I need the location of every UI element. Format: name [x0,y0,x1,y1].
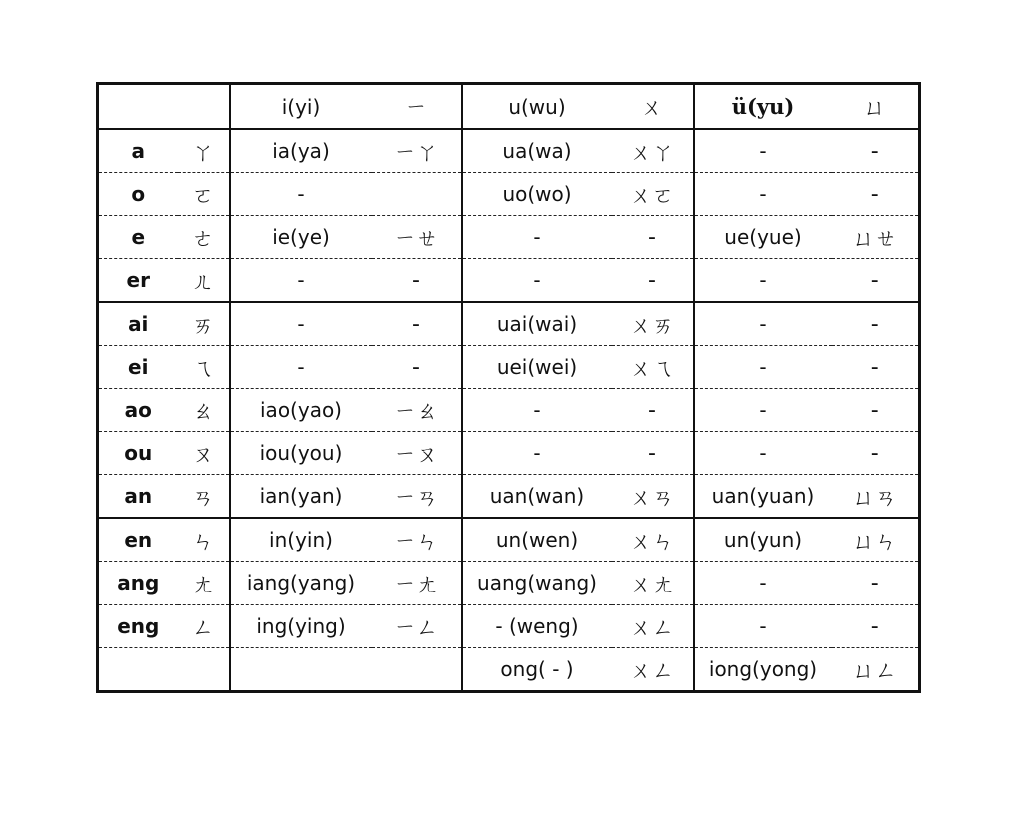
table-row [98,562,920,605]
v-pinyin-cell: ue(yue) [694,216,832,259]
final-zhuyin-cell: ㄣ [178,518,230,562]
header-v-zhuyin: ㄩ [832,84,920,130]
table-row [98,216,920,259]
v-pinyin-cell: - [694,302,832,346]
u-pinyin-cell: uan(wan) [462,475,612,519]
table-row [98,389,920,432]
i-pinyin-cell: - [230,259,372,303]
v-pinyin-cell: un(yun) [694,518,832,562]
i-zhuyin-cell: ㄧㄡ [372,432,462,475]
final-cell: ang [98,562,178,605]
table-row [98,259,920,303]
header-v-pinyin: ü(yu) [694,84,832,130]
header-i-zhuyin: ㄧ [372,84,462,130]
v-zhuyin-cell: ㄩㄢ [832,475,920,519]
v-zhuyin-cell: - [832,432,920,475]
u-pinyin-cell: - (weng) [462,605,612,648]
u-pinyin-cell: uai(wai) [462,302,612,346]
v-pinyin-cell: - [694,432,832,475]
v-zhuyin-cell: - [832,562,920,605]
i-pinyin-cell: - [230,346,372,389]
u-zhuyin-cell: ㄨㄣ [612,518,694,562]
i-pinyin-cell [230,648,372,692]
final-cell: eng [98,605,178,648]
header-u-pinyin: u(wu) [462,84,612,130]
u-zhuyin-cell: ㄨㄤ [612,562,694,605]
final-zhuyin-cell: ㄚ [178,129,230,173]
u-zhuyin-cell: ㄨㄞ [612,302,694,346]
v-zhuyin-cell: - [832,259,920,303]
u-zhuyin-cell: ㄨㄟ [612,346,694,389]
v-zhuyin-cell: ㄩㄥ [832,648,920,692]
pinyin-zhuyin-table [96,82,921,693]
final-zhuyin-cell: ㄤ [178,562,230,605]
u-zhuyin-cell: ㄨㄥ [612,605,694,648]
v-zhuyin-cell: - [832,346,920,389]
final-cell: a [131,139,145,163]
i-pinyin-cell: ing(ying) [230,605,372,648]
table-row [98,648,920,692]
header-u-zhuyin: ㄨ [612,84,694,130]
u-pinyin-cell: uang(wang) [462,562,612,605]
i-zhuyin-cell: ㄧㄣ [372,518,462,562]
final-cell: e [98,216,178,259]
i-pinyin-cell: iou(you) [230,432,372,475]
v-pinyin-cell: uan(yuan) [694,475,832,519]
final-zhuyin-cell: ㄟ [178,346,230,389]
u-pinyin-cell: - [462,216,612,259]
i-zhuyin-cell: - [372,346,462,389]
v-pinyin-cell: iong(yong) [694,648,832,692]
header-i-pinyin: i(yi) [230,84,372,130]
i-pinyin-cell: in(yin) [230,518,372,562]
final-zhuyin-cell: ㄡ [178,432,230,475]
table-row [98,346,920,389]
v-pinyin-cell: - [694,389,832,432]
v-zhuyin-cell: - [870,138,879,164]
u-zhuyin-cell: - [612,259,694,303]
header-corner-cell [98,84,178,130]
final-zhuyin-cell: ㄦ [178,259,230,303]
u-pinyin-cell: - [462,259,612,303]
u-zhuyin-cell: ㄨㄚ [612,129,694,173]
final-zhuyin-cell: ㄠ [178,389,230,432]
u-pinyin-cell: un(wen) [462,518,612,562]
i-pinyin-cell: iao(yao) [230,389,372,432]
i-pinyin-cell: iang(yang) [230,562,372,605]
final-cell: en [98,518,178,562]
u-pinyin-cell: uo(wo) [462,173,612,216]
header-row [98,84,920,130]
v-zhuyin-cell: - [832,302,920,346]
i-zhuyin-cell: ㄧㄝ [372,216,462,259]
final-cell: ao [98,389,178,432]
table-row [98,605,920,648]
final-zhuyin-cell: ㄛ [178,173,230,216]
i-zhuyin-cell: ㄧㄢ [372,475,462,519]
u-zhuyin-cell: - [612,389,694,432]
u-zhuyin-cell: ㄨㄥ [612,648,694,692]
v-pinyin-cell: - [759,139,767,163]
v-pinyin-cell: - [694,605,832,648]
v-zhuyin-cell: ㄩㄝ [832,216,920,259]
i-zhuyin-cell: - [372,259,462,303]
final-zhuyin-cell: ㄜ [178,216,230,259]
final-cell: ai [98,302,178,346]
u-pinyin-cell: - [462,432,612,475]
final-cell: an [98,475,178,519]
final-zhuyin-cell: ㄢ [178,475,230,519]
final-cell: ei [98,346,178,389]
i-zhuyin-cell: - [372,302,462,346]
header-corner-zhuyin-cell [178,84,230,130]
i-pinyin-cell: ie(ye) [230,216,372,259]
i-zhuyin-cell [372,173,462,216]
final-zhuyin-cell: ㄥ [178,605,230,648]
final-cell [98,648,178,692]
v-zhuyin-cell: - [832,605,920,648]
table-row [98,432,920,475]
i-zhuyin-cell: ㄧㄥ [372,605,462,648]
i-pinyin-cell: ian(yan) [230,475,372,519]
v-pinyin-cell: - [694,259,832,303]
u-zhuyin-cell: - [612,216,694,259]
table-row [98,518,920,562]
table-row [98,173,920,216]
i-pinyin-cell: - [230,173,372,216]
i-zhuyin-cell: ㄧㄠ [372,389,462,432]
table-row [98,129,920,173]
v-pinyin-cell: - [694,562,832,605]
v-zhuyin-cell: - [832,389,920,432]
u-pinyin-cell: - [462,389,612,432]
final-cell: o [98,173,178,216]
v-zhuyin-cell: ㄩㄣ [832,518,920,562]
v-zhuyin-cell: - [832,173,920,216]
u-zhuyin-cell: - [612,432,694,475]
table-row [98,302,920,346]
u-pinyin-cell: uei(wei) [462,346,612,389]
final-zhuyin-cell: ㄞ [178,302,230,346]
v-pinyin-cell: - [694,346,832,389]
i-zhuyin-cell [372,648,462,692]
u-pinyin-cell: ong( - ) [462,648,612,692]
i-pinyin-cell: ia(ya) [272,139,330,163]
u-zhuyin-cell: ㄨㄢ [612,475,694,519]
i-pinyin-cell: - [230,302,372,346]
final-cell: er [98,259,178,303]
u-zhuyin-cell: ㄨㄛ [612,173,694,216]
v-pinyin-cell: - [694,173,832,216]
i-zhuyin-cell: ㄧㄤ [372,562,462,605]
i-zhuyin-cell: ㄧㄚ [372,129,462,173]
final-cell: ou [98,432,178,475]
final-zhuyin-cell [178,648,230,692]
table-row [98,475,920,519]
u-pinyin-cell: ua(wa) [502,139,572,163]
